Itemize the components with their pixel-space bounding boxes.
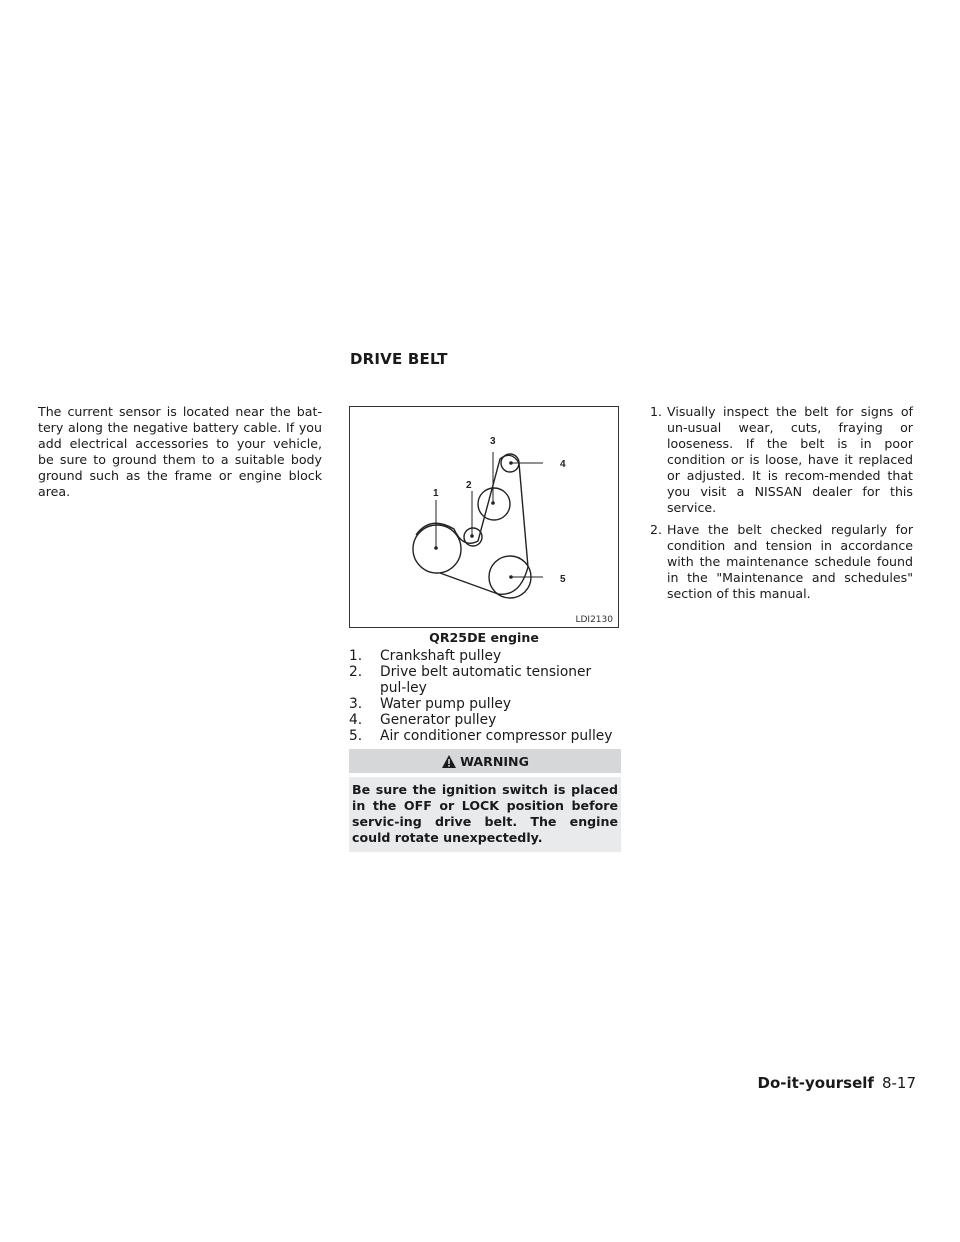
page-footer	[758, 1074, 917, 1092]
legend-text: Generator pulley	[380, 712, 497, 728]
label-1: 1	[433, 488, 439, 499]
leader-dot-3	[491, 501, 495, 505]
legend-number: 4.	[349, 712, 363, 728]
page-number: 8-17	[881, 1074, 916, 1092]
label-2: 2	[466, 480, 472, 491]
legend-number: 1.	[349, 648, 363, 664]
legend-text: Drive belt automatic tensioner pul-ley	[380, 664, 592, 696]
step-number: 1.	[650, 404, 663, 419]
figure-code: LDI2130	[575, 615, 613, 625]
legend-number: 5.	[349, 728, 363, 744]
legend-item	[349, 648, 621, 664]
leader-dot-4	[509, 461, 513, 465]
legend-number: 3.	[349, 696, 363, 712]
chapter-name: Do-it-yourself	[757, 1074, 874, 1092]
inspection-steps	[650, 404, 913, 608]
legend-item	[349, 728, 621, 744]
step-item	[650, 404, 913, 516]
label-4: 4	[560, 459, 566, 470]
step-item	[650, 522, 913, 602]
step-text: Visually inspect the belt for signs of un-usual wear, cuts, fraying or looseness. If the belt is in poor condition or is loose, have it replaced or adjusted. It is recom-mended that you visit a NISSAN dealer for this service.	[667, 404, 913, 515]
pulley-legend	[349, 648, 621, 744]
label-3: 3	[490, 436, 496, 447]
leader-dot-2	[470, 534, 474, 538]
leader-dot-1	[434, 546, 438, 550]
legend-item	[349, 696, 621, 712]
step-text: Have the belt checked regularly for condition and tension in accordance with the maintenance schedule found in the "Maintenance and schedules" section of this manual.	[667, 522, 913, 601]
legend-text: Crankshaft pulley	[380, 648, 502, 664]
legend-number: 2.	[349, 664, 363, 680]
warning-box	[349, 749, 621, 852]
warning-header	[349, 749, 621, 773]
legend-text: Air conditioner compressor pulley	[380, 728, 613, 744]
legend-text: Water pump pulley	[380, 696, 512, 712]
legend-item	[349, 712, 621, 728]
warning-icon	[441, 754, 457, 769]
warning-title: WARNING	[460, 753, 529, 769]
intro-paragraph: The current sensor is located near the bat-tery along the negative battery cable. If you add electrical accessories to your vehicle, be sure to ground them to a suitable body ground such as the frame or engine block area.	[38, 404, 322, 499]
drive-belt-figure	[349, 406, 619, 628]
legend-item	[349, 664, 621, 696]
drive-belt-diagram	[350, 407, 618, 627]
section-title: DRIVE BELT	[350, 350, 448, 368]
label-5: 5	[560, 574, 566, 585]
warning-text: Be sure the ignition switch is placed in the OFF or LOCK position before servic-ing drive belt. The engine could rotate unexpectedly.	[349, 777, 621, 852]
figure-caption: QR25DE engine	[429, 630, 539, 645]
step-number: 2.	[650, 522, 663, 537]
leader-dot-5	[509, 575, 513, 579]
